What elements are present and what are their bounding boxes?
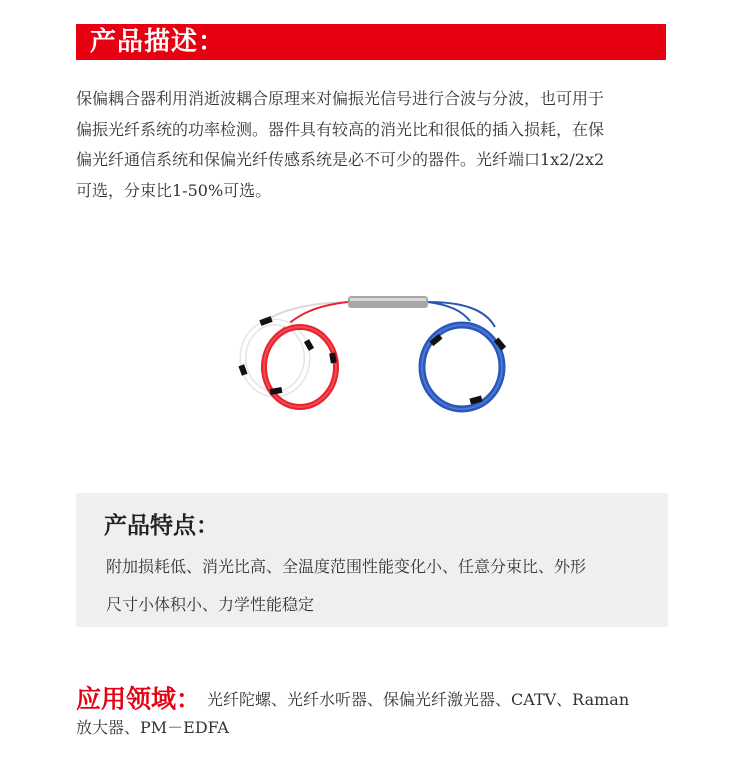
features-line: 附加损耗低、消光比高、全温度范围性能变化小、任意分束比、外形 (106, 557, 587, 576)
pm-coupler-product-image (200, 275, 540, 435)
description-line: 保偏耦合器利用消逝波耦合原理来对偏振光信号进行合波与分波，也可用于 (76, 89, 605, 108)
features-title: 产品特点： (104, 512, 219, 539)
description-line: 可选，分束比1-50%可选。 (76, 180, 272, 200)
features-body (106, 548, 666, 624)
description-line: 偏振光纤系统的功率检测。器件具有较高的消光比和很低的插入损耗，在保 (76, 119, 605, 139)
description-header-bar (76, 24, 666, 60)
description-body (76, 84, 674, 206)
applications-text: 光纤陀螺、光纤水听器、保偏光纤激光器、CATV、Raman (207, 689, 630, 709)
applications-text-continued: 放大器、PM－EDFA (76, 718, 229, 737)
applications-title: 应用领域： (76, 684, 202, 714)
description-line: 偏光纤通信系统和保偏光纤传感系统是必不可少的器件。光纤端口1x2/2x2 (76, 150, 605, 169)
features-line: 尺寸小体积小、力学性能稳定 (106, 595, 315, 614)
applications-section (76, 683, 676, 741)
description-title: 产品描述： (90, 27, 226, 57)
applications-line (76, 683, 676, 715)
coupler-tube (348, 296, 428, 308)
features-panel (76, 493, 668, 627)
